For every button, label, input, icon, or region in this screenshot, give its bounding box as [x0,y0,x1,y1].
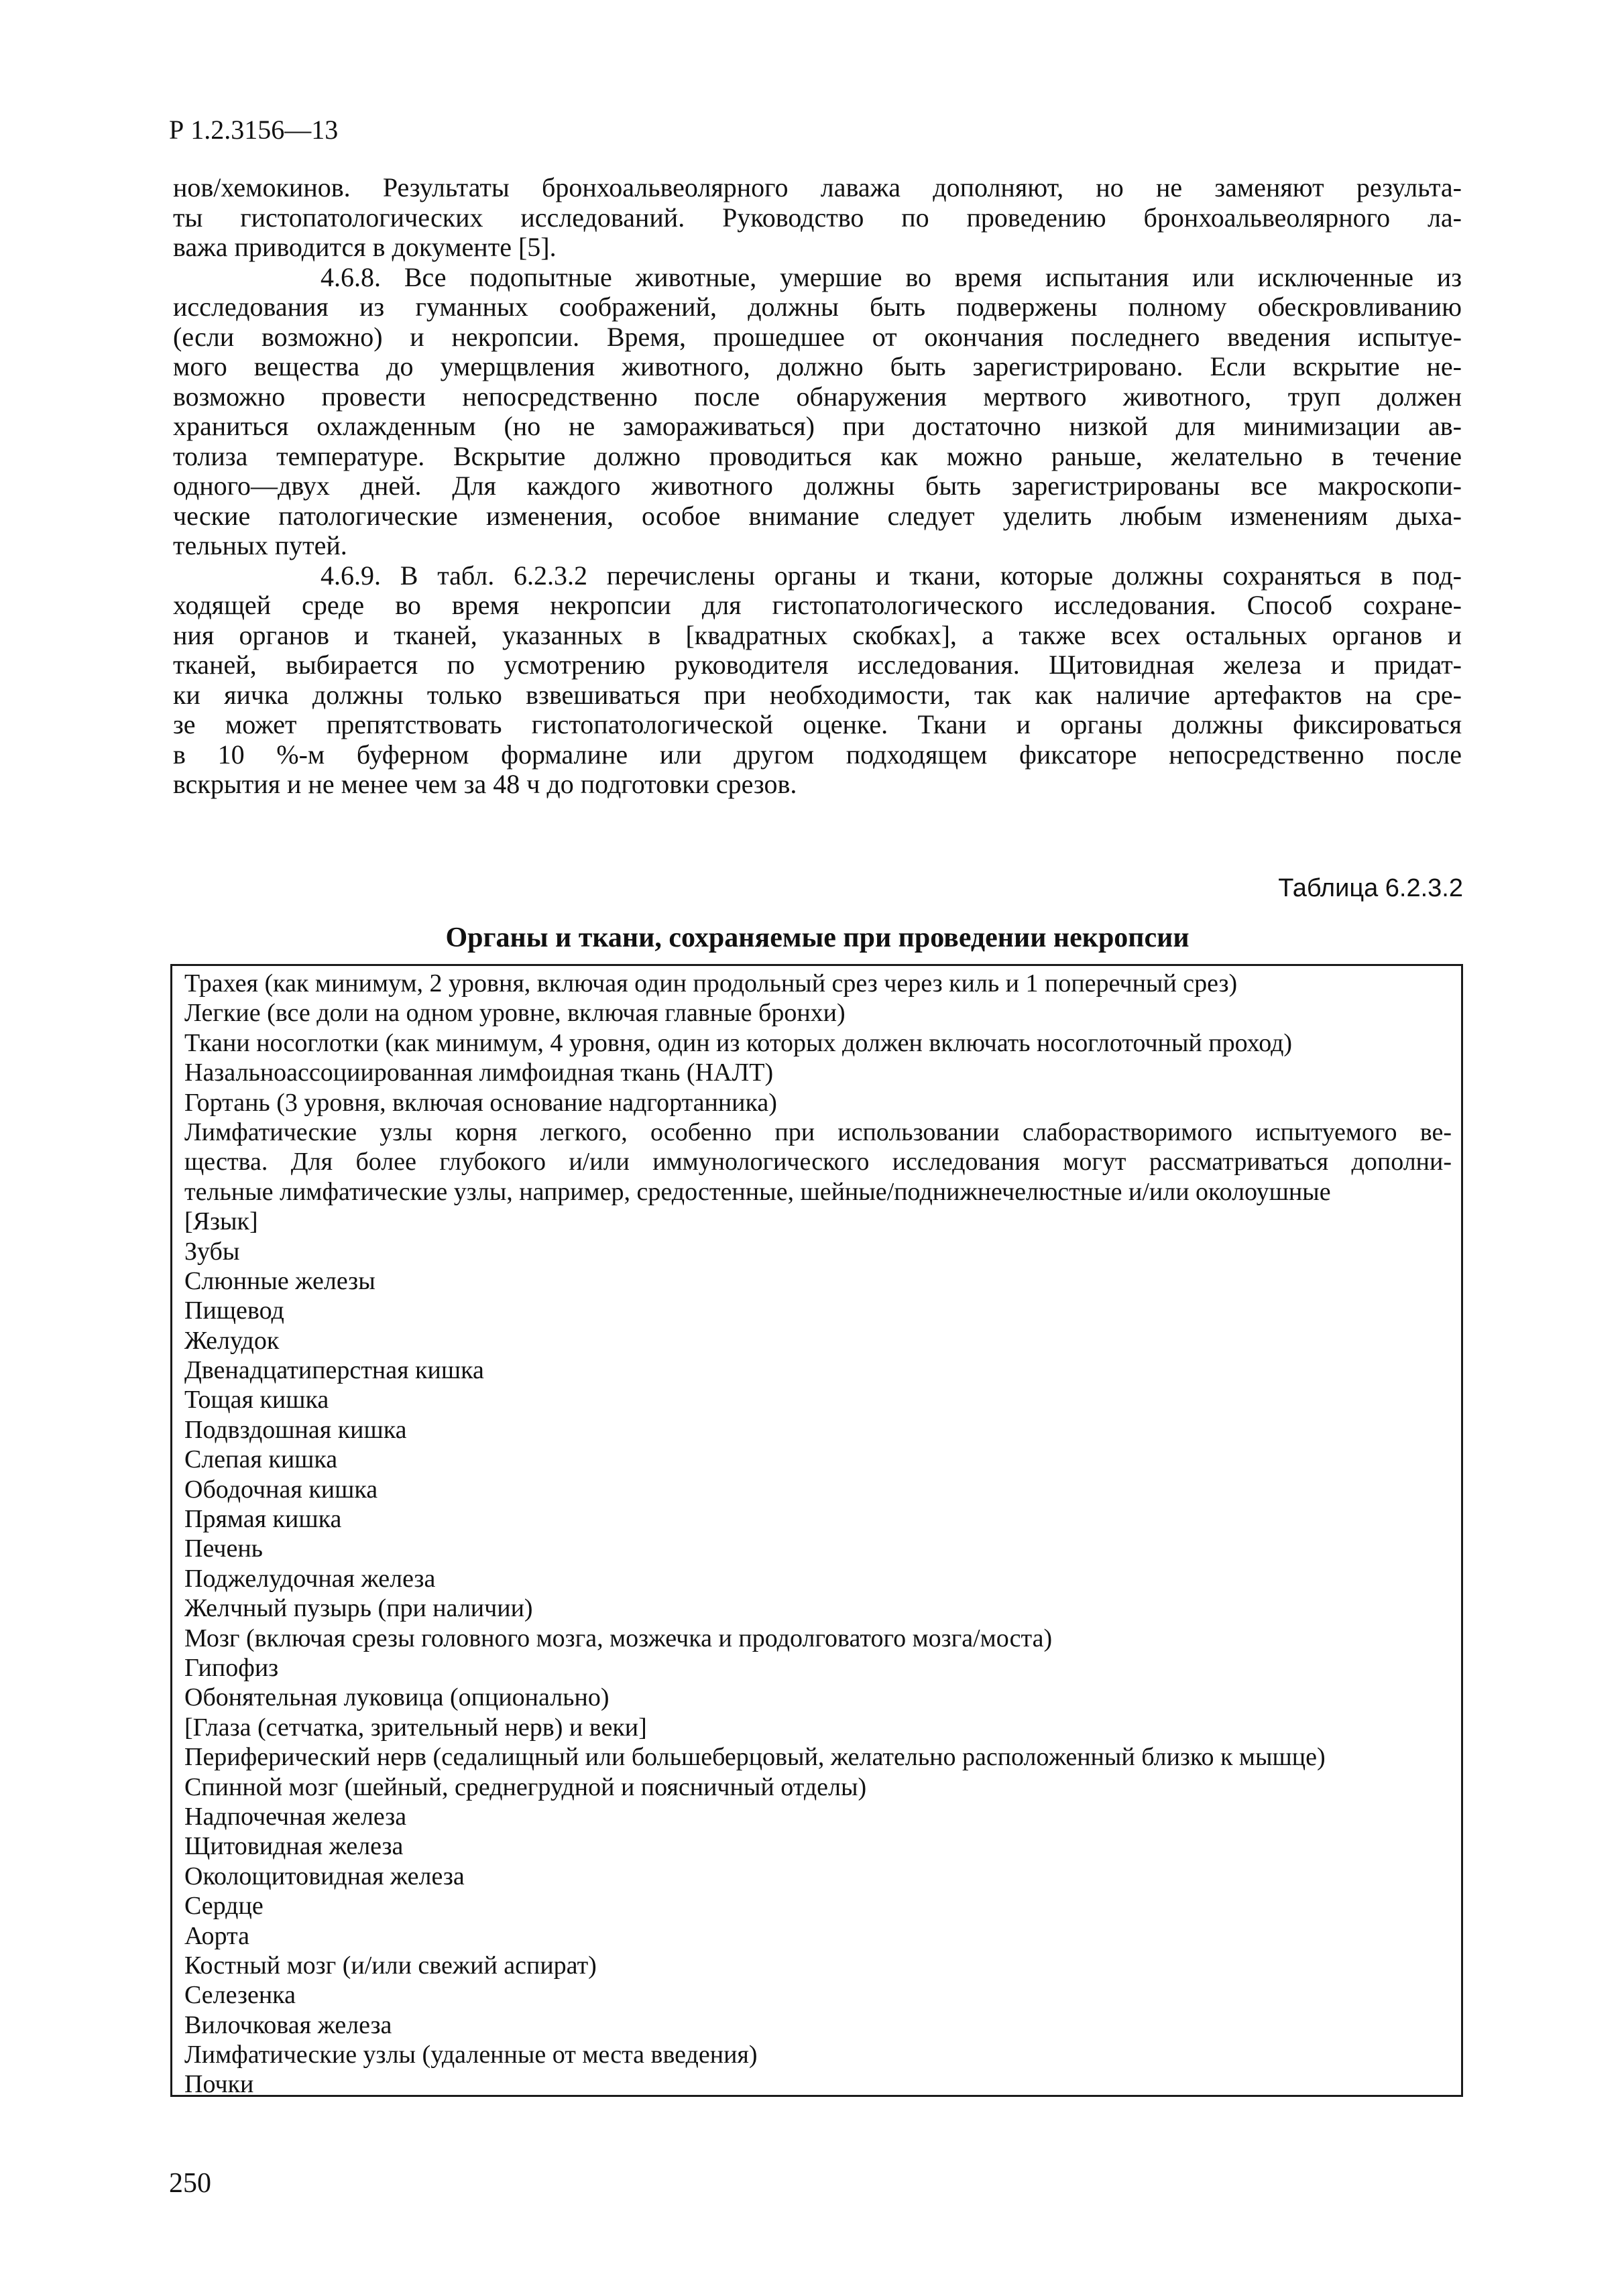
body-text-line: исследования из гуманных соображений, должны быть подвержены полному обескровливанию [173,292,1462,322]
body-text-line: мого вещества до умерщвления животного, должно быть зарегистрировано. Если вскрытие не- [173,352,1462,381]
table-row: Аорта [184,1921,249,1950]
table-row: Слюнные железы [184,1266,375,1295]
table-row: Ткани носоглотки (как минимум, 4 уровня, один из которых должен включать носоглоточный проход) [184,1028,1293,1057]
table-row: Ободочная кишка [184,1475,378,1504]
table-title: Органы и ткани, сохраняемые при проведении некропсии [445,922,1190,953]
table-row: Зубы [184,1237,240,1266]
body-text-line: тканей, выбирается по усмотрению руководителя исследования. Щитовидная железа и придат- [173,650,1462,680]
table-row: Селезенка [184,1981,296,2010]
table-row: Сердце [184,1892,264,1921]
table-row: Гипофиз [184,1653,279,1682]
table-row: Щитовидная железа [184,1832,404,1861]
body-text-line: храниться охлажденным (но не замораживаться) при достаточно низкой для минимизации ав- [173,412,1462,441]
body-text-line: ческие патологические изменения, особое внимание следует уделить любым изменениям дыха- [173,501,1462,531]
body-text-line: важа приводится в документе [5]. [173,233,557,262]
table-row: Обонятельная луковица (опционально) [184,1683,610,1712]
body-text-line: в 10 %-м буферном формалине или другом подходящем фиксаторе непосредственно после [173,739,1462,770]
table-row: тельные лимфатические узлы, например, средостенные, шейные/поднижнечелюстные и/или околоушные [184,1177,1331,1206]
table-row: Двенадцатиперстная кишка [184,1356,484,1385]
body-text [173,173,1462,800]
table-row: Слепая кишка [184,1445,338,1474]
body-text-line: ты гистопатологических исследований. Руководство по проведению бронхоальвеолярного ла- [173,202,1462,233]
body-text-line: 4.6.8. Все подопытные животные, умершие во время испытания или исключенные из [321,262,1462,292]
table-row: [Язык] [184,1207,258,1236]
table-row: Печень [184,1534,264,1563]
table-row: Гортань (3 уровня, включая основание надгортанника) [184,1088,777,1117]
document-code-header: Р 1.2.3156—13 [169,115,339,145]
body-text-line: тельных путей. [173,531,347,560]
table-row: Периферический нерв (седалищный или большеберцовый, желательно расположенный близко к мышце) [184,1743,1326,1772]
table-row: Назальноассоциированная лимфоидная ткань (НАЛТ) [184,1059,774,1087]
table-row: [Глаза (сетчатка, зрительный нерв) и веки] [184,1713,647,1742]
table-row: Трахея (как минимум, 2 уровня, включая один продольный срез через киль и 1 поперечный срез) [184,969,1238,998]
table-row: Тощая кишка [184,1386,329,1414]
table-row: Подвздошная кишка [184,1415,407,1444]
body-text-line: 4.6.9. В табл. 6.2.3.2 перечислены органы и ткани, которые должны сохраняться в под- [321,560,1462,591]
table-row: Желудок [184,1326,280,1355]
table-row: Околощитовидная железа [184,1862,465,1890]
table-caption: Таблица 6.2.3.2 [1278,874,1463,902]
table-row: Лимфатические узлы (удаленные от места введения) [184,2041,758,2069]
body-text-line: вскрытия и не менее чем за 48 ч до подготовки срезов. [173,770,797,799]
table-row: Костный мозг (и/или свежий аспират) [184,1951,597,1980]
body-text-line: ки яичка должны только взвешиваться при необходимости, так как наличие артефактов на сре- [173,680,1462,710]
table-row: Поджелудочная железа [184,1564,436,1593]
table-row: Прямая кишка [184,1505,342,1534]
table-row: Мозг (включая срезы головного мозга, мозжечка и продолговатого мозга/моста) [184,1624,1053,1652]
organ-table [170,964,1463,2097]
table-row: Почки [184,2070,254,2099]
table-row: Пищевод [184,1296,284,1325]
body-text-line: возможно провести непосредственно после обнаружения мертвого животного, труп должен [173,381,1462,412]
table-row: Спинной мозг (шейный, среднегрудной и поясничный отделы) [184,1772,867,1801]
body-text-line: (если возможно) и некропсии. Время, прошедшее от окончания последнего введения испытуе- [173,322,1462,352]
table-row: щества. Для более глубокого и/или иммунологического исследования могут рассматриваться дополни- [184,1148,1452,1176]
body-text-line: нов/хемокинов. Результаты бронхоальвеолярного лаважа дополняют, но не заменяют результа- [173,173,1462,202]
table-row: Вилочковая железа [184,2010,392,2039]
body-text-line: одного—двух дней. Для каждого животного должны быть зарегистрированы все макроскопи- [173,471,1462,501]
body-text-line: ходящей среде во время некропсии для гистопатологического исследования. Способ сохране- [173,591,1462,620]
page-number: 250 [169,2168,211,2199]
table-row: Надпочечная железа [184,1802,407,1831]
body-text-line: толиза температуре. Вскрытие должно проводиться как можно раньше, желательно в течение [173,441,1462,471]
body-text-line: ния органов и тканей, указанных в [квадратных скобках], а также всех остальных органов и [173,620,1462,650]
body-text-line: зе может препятствовать гистопатологической оценке. Ткани и органы должны фиксироваться [173,710,1462,739]
table-row: Желчный пузырь (при наличии) [184,1594,533,1623]
table-row: Легкие (все доли на одном уровне, включая главные бронхи) [184,999,846,1028]
table-row: Лимфатические узлы корня легкого, особенно при использовании слаборастворимого испытуемого ве- [184,1117,1452,1146]
